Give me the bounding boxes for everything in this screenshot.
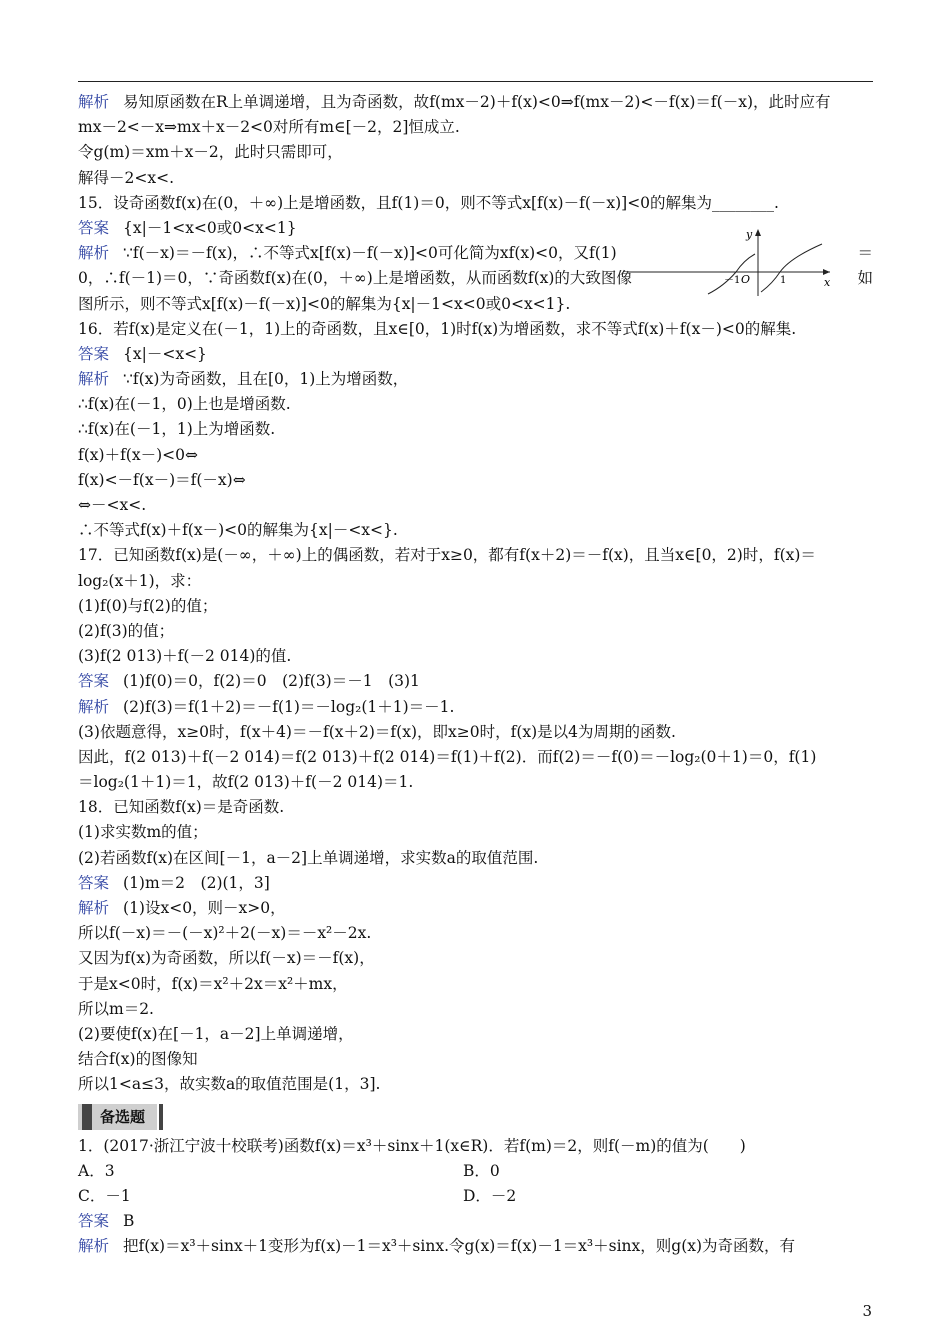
text-line [78, 1022, 873, 1047]
line-text: f(x)＋f(x－)<0⇔ [78, 445, 198, 464]
text-line [78, 417, 873, 442]
line-text: (2)f(3)＝f(1＋2)＝－f(1)＝－log₂(1＋1)＝－1. [123, 697, 455, 716]
line-text: (1)设x<0，则－x>0， [123, 899, 286, 917]
line-text: 图所示，则不等式x[f(x)－f(－x)]<0的解集为{x|－1<x<0或0<x<1}. [78, 294, 571, 313]
text-line [78, 820, 873, 845]
y-axis-label: y [746, 228, 753, 241]
line-text: {x|－1<x<0或0<x<1} [123, 218, 297, 237]
text-line [78, 90, 873, 115]
pos-one-tick-label: 1 [780, 275, 787, 286]
text-line [78, 846, 873, 871]
neg-one-tick-label: －1 [724, 275, 741, 286]
line-content [78, 471, 246, 489]
text-line [78, 392, 873, 417]
line-text: log₂(x＋1)，求： [78, 571, 202, 590]
line-text: 15．设奇函数f(x)在(0，＋∞)上是增函数，且f(1)＝0，则不等式x[f(x)－f(－x)]<0的解集为________. [78, 193, 779, 212]
line-content [78, 924, 371, 942]
line-continuation: 如 [857, 269, 873, 288]
line-content [78, 219, 297, 237]
line-content [78, 723, 676, 741]
line-text: 所以f(－x)＝－(－x)²＋2(－x)＝－x²－2x. [78, 924, 372, 943]
text-line [78, 367, 873, 392]
line-text: 所以1<a≤3，故实数a的取值范围是(1，3]. [78, 1075, 381, 1094]
text-line [78, 619, 873, 644]
text-line [78, 1209, 873, 1234]
line-content [78, 647, 291, 665]
line-text: ∴f(x)在(－1，1)上为增函数. [78, 420, 276, 439]
line-content [78, 266, 632, 291]
line-content [78, 1212, 134, 1230]
line-content [78, 748, 816, 766]
right-curve [761, 244, 822, 292]
line-content [78, 395, 291, 413]
text-line [78, 342, 873, 367]
line-text: B [123, 1212, 135, 1231]
text-line [78, 1184, 873, 1209]
line-text: 0，∴f(－1)＝0，∵奇函数f(x)在(0，＋∞)上是增函数，从而函数f(x)的大致图像 [78, 269, 632, 288]
x-axis-arrow-icon [823, 269, 830, 275]
line-text: (1)求实数m的值； [78, 823, 208, 842]
text-line [78, 518, 873, 543]
line-content [78, 345, 207, 363]
analysis-label: 解析 [78, 370, 110, 389]
line-text: 把f(x)＝x³＋sinx＋1变形为f(x)－1＝x³＋sinx.令g(x)＝f(x)－1＝x³＋sinx，则g(x)为奇函数，有 [123, 1237, 796, 1256]
text-line [78, 921, 873, 946]
analysis-label: 解析 [78, 244, 110, 263]
analysis-label: 解析 [78, 93, 110, 111]
line-text: 结合f(x)的图像知 [78, 1050, 198, 1069]
line-text: ∴不等式f(x)＋f(x－)<0的解集为{x|－<x<}. [78, 521, 398, 540]
line-content [78, 773, 413, 791]
line-text: ∵f(x)为奇函数，且在[0，1)上为增函数， [123, 370, 409, 389]
text-line [78, 468, 873, 493]
line-text: (1)f(0)＝0，f(2)＝0 (2)f(3)＝－1 (3)1 [123, 672, 420, 691]
text-line [78, 720, 873, 745]
answer-label: 答案 [78, 344, 110, 363]
line-content [78, 597, 217, 615]
text-line [78, 896, 873, 921]
line-content [78, 1075, 380, 1093]
line-continuation: ＝ [857, 244, 873, 263]
line-content [78, 899, 286, 917]
text-line [78, 166, 873, 191]
line-content [78, 169, 174, 187]
line-text: ∴f(x)在(－1，0)上也是增函数. [78, 395, 291, 414]
line-text: (2)若函数f(x)在区间[－1，a－2]上单调递增，求实数a的取值范围. [78, 848, 539, 867]
text-line [78, 317, 873, 342]
line-content [78, 93, 831, 111]
line-content [78, 521, 398, 539]
section-title: 备选题 [78, 1104, 157, 1130]
line-text: 因此，f(2 013)＋f(－2 014)＝f(2 013)＋f(2 014)＝f(1)＋f(2)．而f(2)＝－f(0)＝－log₂(0＋1)＝0，f(1) [78, 747, 817, 766]
line-text: 令g(m)＝xm＋x－2，此时只需即可， [78, 143, 343, 162]
line-text: 18．已知函数f(x)＝是奇函数. [78, 798, 285, 817]
text-line [78, 1134, 873, 1159]
line-text: (3)依题意得，x≥0时，f(x＋4)＝－f(x＋2)＝f(x)，即x≥0时，f(x)是以4为周期的函数. [78, 722, 676, 741]
answer-option: D．－2 [463, 1186, 517, 1205]
line-content [78, 622, 174, 640]
line-content [78, 295, 570, 313]
answer-label: 答案 [78, 1212, 110, 1231]
line-text: 又因为f(x)为奇函数，所以f(－x)＝－f(x)， [78, 949, 375, 968]
line-text: ＝log₂(1＋1)＝1，故f(2 013)＋f(－2 014)＝1. [78, 773, 414, 792]
line-content [78, 1137, 746, 1155]
line-content [78, 1237, 795, 1255]
answer-label: 答案 [78, 218, 110, 237]
analysis-label: 解析 [78, 899, 110, 917]
line-content [78, 420, 275, 438]
line-content [78, 446, 198, 464]
answer-label: 答案 [78, 672, 110, 691]
line-content [78, 823, 208, 841]
text-line [78, 669, 873, 694]
line-content [78, 975, 348, 993]
line-content [78, 496, 146, 514]
line-text: ∵f(－x)＝－f(x)，∴不等式x[f(x)－f(－x)]<0可化简为xf(x)<0，又f(1) [123, 244, 617, 263]
line-content [78, 874, 270, 892]
text-line [78, 946, 873, 971]
line-text: 于是x<0时，f(x)＝x²＋2x＝x²＋mx， [78, 974, 348, 993]
line-text: (3)f(2 013)＋f(－2 014)的值. [78, 647, 292, 666]
analysis-label: 解析 [78, 1237, 110, 1256]
line-content [78, 849, 538, 867]
text-line [78, 795, 873, 820]
line-text: (2)要使f(x)在[－1，a－2]上单调递增， [78, 1024, 354, 1043]
line-text: 16．若f(x)是定义在(－1，1)上的奇函数，且x∈[0，1)时f(x)为增函数，求不等式f(x)＋f(x－)<0的解集. [78, 319, 797, 338]
y-axis-arrow-icon [755, 229, 761, 236]
line-content [78, 698, 454, 716]
text-line [78, 644, 873, 669]
line-text: 易知原函数在R上单调递增，且为奇函数，故f(mx－2)＋f(x)<0⇒f(mx－2)<－f(x)＝f(－x)，此时应有 [123, 93, 831, 111]
line-content [78, 143, 343, 161]
line-text: {x|－<x<} [123, 344, 207, 363]
line-content [78, 572, 201, 590]
line-text: 所以m＝2. [78, 999, 154, 1018]
line-text: mx－2<－x⇒mx＋x－2<0对所有m∈[－2，2]恒成立. [78, 118, 460, 137]
line-content [78, 118, 460, 136]
answer-option: B．0 [463, 1161, 500, 1180]
text-line [78, 997, 873, 1022]
line-text: f(x)<－f(x－)＝f(－x)⇔ [78, 470, 246, 489]
line-content [78, 949, 375, 967]
line-content [78, 241, 617, 266]
text-line [78, 1159, 873, 1184]
text-line [78, 569, 873, 594]
text-line [78, 115, 873, 140]
text-line [78, 871, 873, 896]
origin-label: O [741, 273, 751, 286]
text-line [78, 1047, 873, 1072]
line-content [78, 1000, 154, 1018]
line-content [78, 672, 420, 690]
text-line [78, 770, 873, 795]
function-graph [624, 226, 834, 298]
line-text: 17．已知函数f(x)是(－∞，＋∞)上的偶函数，若对于x≥0，都有f(x＋2)＝－f(x)，且当x∈[0，2)时，f(x)＝ [78, 546, 816, 565]
text-line [78, 745, 873, 770]
alternate-questions-block [78, 1134, 873, 1260]
line-text: 解得－2<x<. [78, 168, 175, 187]
text-line [78, 1234, 873, 1259]
line-text: ⇔－<x<. [78, 496, 147, 514]
text-line [78, 695, 873, 720]
page-number: 3 [862, 1302, 872, 1320]
text-line [78, 594, 873, 619]
text-line [78, 1072, 873, 1097]
line-text: (2)f(3)的值； [78, 621, 175, 640]
section-header [78, 1098, 873, 1134]
text-line [78, 493, 873, 518]
header-rule [78, 81, 873, 82]
line-content [78, 1025, 354, 1043]
line-text: (1)m＝2 (2)(1，3] [123, 873, 270, 892]
answer-label: 答案 [78, 873, 110, 892]
analysis-label: 解析 [78, 697, 110, 716]
answer-option: A．3 [78, 1161, 115, 1180]
text-line [78, 191, 873, 216]
x-axis-label: x [824, 276, 831, 289]
line-content [78, 370, 408, 388]
text-line [78, 140, 873, 165]
answer-option: C．－1 [78, 1186, 131, 1205]
line-content [78, 546, 816, 564]
line-text: 1．(2017·浙江宁波十校联考)函数f(x)＝x³＋sinx＋1(x∈R)．若f(m)＝2，则f(－m)的值为( ) [78, 1136, 746, 1155]
text-line [78, 443, 873, 468]
line-content [78, 320, 796, 338]
line-content [78, 194, 779, 212]
line-content [78, 798, 284, 816]
text-line [78, 543, 873, 568]
line-text: (1)f(0)与f(2)的值； [78, 596, 218, 615]
line-content [78, 1050, 198, 1068]
text-line [78, 972, 873, 997]
